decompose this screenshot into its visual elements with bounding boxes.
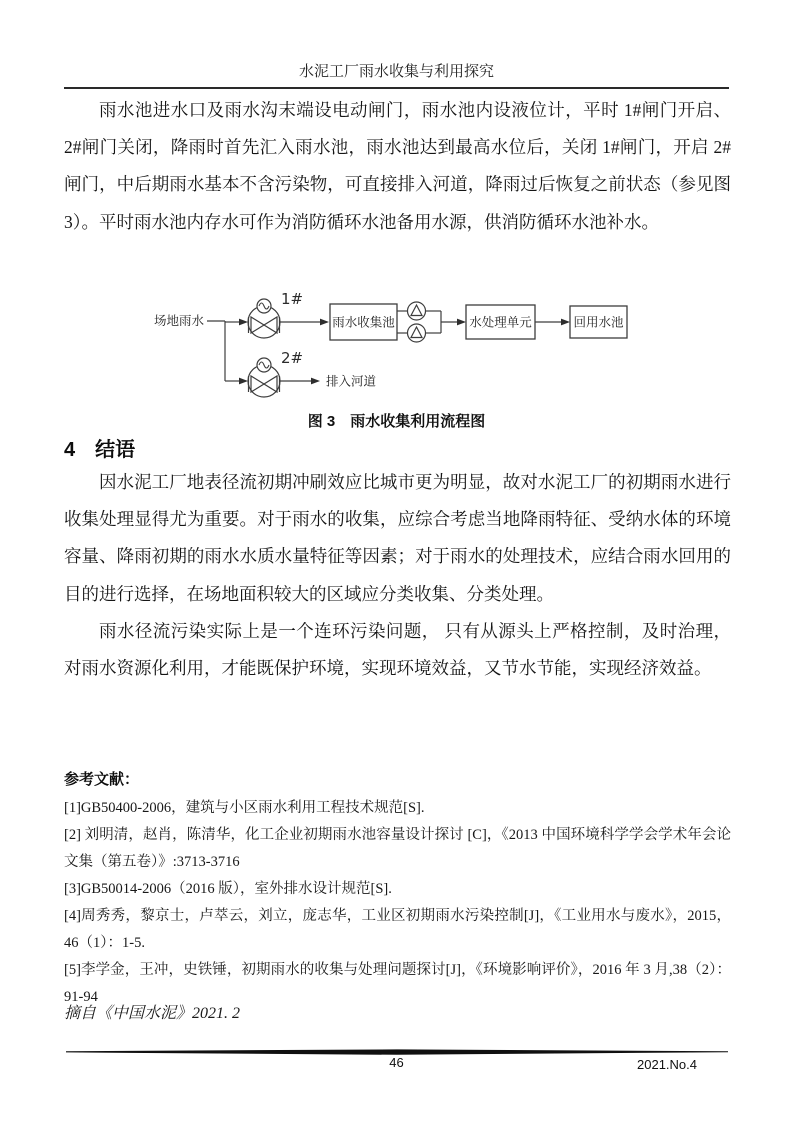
reference-item: [2] 刘明清，赵肖，陈清华，化工企业初期雨水池容量设计探讨 [C]，《2013 中国环境科学学会学术年会论文集（第五卷）》:3713-3716 xyxy=(64,827,731,870)
conclusion-body xyxy=(64,464,731,687)
header-rule xyxy=(64,87,729,89)
valve-2-symbol xyxy=(248,358,280,397)
reference-item: [5]李学金，王冲，史铁锤，初期雨水的收集与处理问题探讨[J]，《环境影响评价》，2016 年 3 月,38（2）：91-94 xyxy=(64,962,731,1005)
source-attribution: 摘自《中国水泥》2021. 2 xyxy=(64,1005,241,1022)
issue-number: 2021.No.4 xyxy=(637,1057,697,1072)
body-paragraph-1 xyxy=(64,92,731,241)
reference-item: [1]GB50400-2006，建筑与小区雨水利用工程技术规范[S]. xyxy=(64,800,425,816)
valve-1-symbol xyxy=(248,299,280,338)
reuse-pool-label: 回用水池 xyxy=(573,315,624,330)
arrowhead xyxy=(311,378,320,385)
conclusion-paragraph-1: 因水泥工厂地表径流初期冲刷效应比城市更为明显，故对水泥工厂的初期雨水进行收集处理显得尤为重要。对于雨水的收集，应综合考虑当地降雨特征、受纳水体的环境容量、降雨初期的雨水水质水量特征等因素；对于雨水的处理技术，应结合雨水回用的目的进行选择，在场地面积较大的区域应分类收集、分类处理。 xyxy=(64,472,731,604)
references-heading: 参考文献： xyxy=(64,771,140,788)
arrowhead xyxy=(320,319,329,326)
source-label: 场地雨水 xyxy=(154,314,205,328)
arrowhead xyxy=(239,378,248,385)
figure-caption: 图 3 雨水收集利用流程图 xyxy=(307,413,486,430)
paragraph-text: 雨水池进水口及雨水沟末端设电动闸门，雨水池内设液位计，平时 1#闸门开启、2#闸门关闭，降雨时首先汇入雨水池，雨水池达到最高水位后，关闭 1#闸门，开启 2#闸门，中后期雨水基本不含污染物，可直接排入河道，降雨过后恢复之前状态（参见图 3）。平时雨水池内存水可作为消防循环水池备用水源，供消防循环水池补水。 xyxy=(64,100,731,232)
valve-2-label: 2# xyxy=(281,349,304,367)
reference-item: [4]周秀秀，黎京士，卢萃云，刘立，庞志华，工业区初期雨水污染控制[J]，《工业用水与废水》，2015，46（1）：1-5. xyxy=(64,908,731,951)
page-number: 46 xyxy=(389,1055,404,1070)
collection-pool-label: 雨水收集池 xyxy=(332,315,395,330)
arrowhead xyxy=(561,319,570,326)
section-heading-conclusion: 4 结语 xyxy=(64,439,136,461)
references-section xyxy=(64,768,731,1011)
treatment-unit-label: 水处理单元 xyxy=(469,315,532,330)
conclusion-paragraph-2: 雨水径流污染实际上是一个连环污染问题， 只有从源头上严格控制，及时治理，对雨水资源化利用，才能既保护环境，实现环境效益，又节水节能，实现经济效益。 xyxy=(64,620,731,679)
valve-1-label: 1# xyxy=(281,290,304,308)
running-header-title: 水泥工厂雨水收集与利用探究 xyxy=(298,64,494,80)
arrowhead xyxy=(457,319,466,326)
river-discharge-label: 排入河道 xyxy=(326,374,377,389)
arrowhead xyxy=(239,319,248,326)
reference-item: [3]GB50014-2006（2016 版），室外排水设计规范[S]. xyxy=(64,881,392,897)
pump-pair-symbol xyxy=(397,302,441,342)
flow-diagram-figure xyxy=(130,278,670,408)
flow-diagram xyxy=(130,278,670,408)
